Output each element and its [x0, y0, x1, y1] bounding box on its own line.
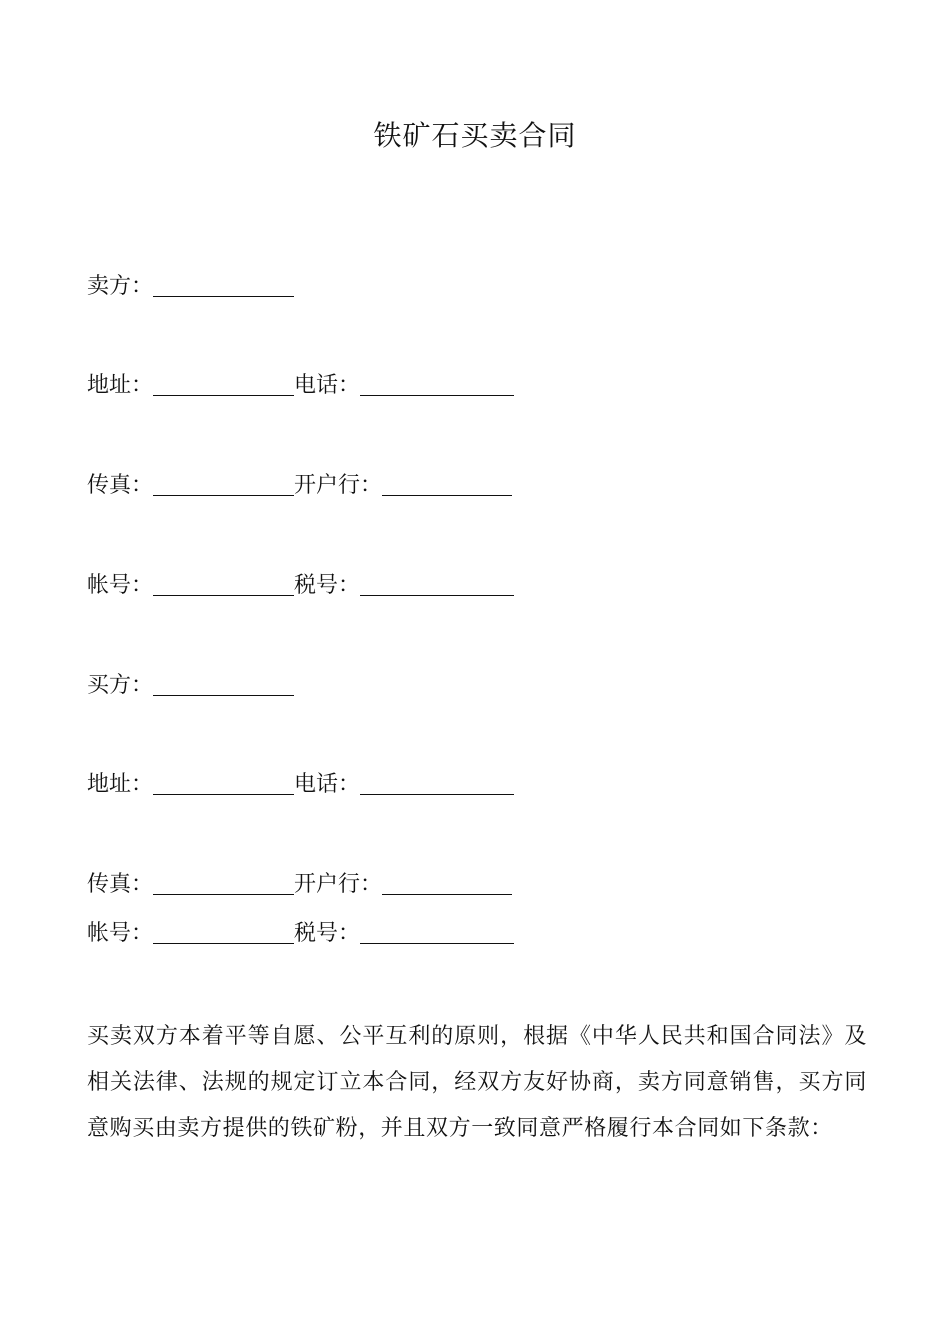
buyer-party-row	[87, 667, 294, 699]
buyer-account-label: 帐号：	[87, 921, 154, 946]
seller-name-blank	[153, 272, 294, 297]
seller-fax-row	[87, 467, 512, 499]
buyer-account-blank	[153, 919, 294, 944]
seller-account-label: 帐号：	[87, 573, 154, 598]
seller-address-row	[87, 367, 514, 399]
buyer-name-blank	[153, 671, 294, 696]
seller-fax-blank	[153, 471, 294, 496]
buyer-fax-row	[87, 866, 512, 898]
buyer-tax-blank	[360, 919, 514, 944]
contract-intro-paragraph: 买卖双方本着平等自愿、公平互利的原则，根据《中华人民共和国合同法》及相关法律、法规的规定订立本合同，经双方友好协商，卖方同意销售，买方同意购买由卖方提供的铁矿粉，并且双方一致同意严格履行本合同如下条款：	[87, 1024, 867, 1141]
seller-phone-label: 电话：	[294, 373, 361, 398]
buyer-phone-blank	[360, 770, 514, 795]
buyer-party-label: 买方：	[87, 673, 154, 698]
seller-tax-label: 税号：	[294, 573, 361, 598]
seller-account-blank	[153, 571, 294, 596]
buyer-phone-label: 电话：	[294, 772, 361, 797]
seller-bank-label: 开户行：	[294, 473, 383, 498]
document-title: 铁矿石买卖合同	[373, 119, 577, 152]
buyer-fax-label: 传真：	[87, 872, 154, 897]
seller-bank-blank	[382, 471, 512, 496]
seller-account-row	[87, 567, 514, 599]
seller-address-label: 地址：	[87, 373, 154, 398]
buyer-bank-label: 开户行：	[294, 872, 383, 897]
seller-tax-blank	[360, 571, 514, 596]
buyer-fax-blank	[153, 870, 294, 895]
seller-address-blank	[153, 371, 294, 396]
buyer-address-row	[87, 766, 514, 798]
seller-party-label: 卖方：	[87, 274, 154, 299]
seller-fax-label: 传真：	[87, 473, 154, 498]
buyer-address-label: 地址：	[87, 772, 154, 797]
buyer-bank-blank	[382, 870, 512, 895]
buyer-account-row	[87, 915, 514, 947]
buyer-address-blank	[153, 770, 294, 795]
seller-party-row	[87, 268, 294, 300]
seller-phone-blank	[360, 371, 514, 396]
buyer-tax-label: 税号：	[294, 921, 361, 946]
